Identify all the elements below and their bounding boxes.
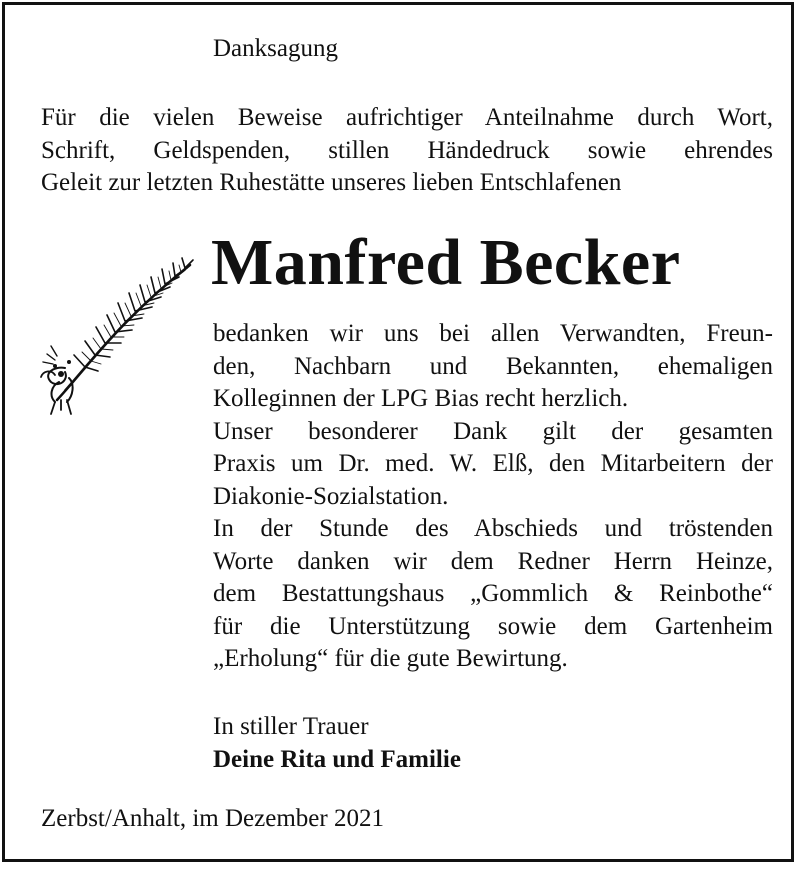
heading: Danksagung [213,35,338,62]
closing-block [213,710,461,776]
signature: Deine Rita und Familie [213,746,461,773]
body-line: In der Stunde des Abschieds und tröstenden [213,515,773,542]
body-line: dem Bestattungshaus „Gommlich & Reinbothe“ [213,580,773,607]
body-line: den, Nachbarn und Bekannten, ehemaligen [213,352,773,380]
intro-line: Für die vielen Beweise aufrichtiger Anteilnahme durch Wort, [41,104,773,131]
body-line: Diakonie-Sozialstation. [213,482,449,510]
body-line: für die Unterstützung sowie dem Gartenheim [213,612,773,640]
intro-paragraph [41,102,773,200]
body-line: „Erholung“ für die gute Bewirtung. [213,645,568,672]
body-line: Kolleginnen der LPG Bias recht herzlich. [213,385,629,412]
palm-branch-icon [35,250,200,420]
body-line: Worte danken wir dem Redner Herrn Heinze, [213,547,773,575]
place-date: Zerbst/Anhalt, im Dezember 2021 [41,805,384,832]
closing-line: In stiller Trauer [213,713,369,740]
intro-line: Schrift, Geldspenden, stillen Händedruck sowie ehrendes [41,136,773,164]
notice-frame [2,2,794,862]
body-line: Praxis um Dr. med. W. Elß, den Mitarbeitern der [213,450,773,477]
thanks-paragraph [213,318,773,676]
body-line: bedanken wir uns bei allen Verwandten, Freun- [213,320,773,347]
body-line: Unser besonderer Dank gilt der gesamten [213,417,773,445]
deceased-name: Manfred Becker [211,226,681,299]
intro-line: Geleit zur letzten Ruhestätte unseres lieben Entschlafenen [41,169,622,196]
